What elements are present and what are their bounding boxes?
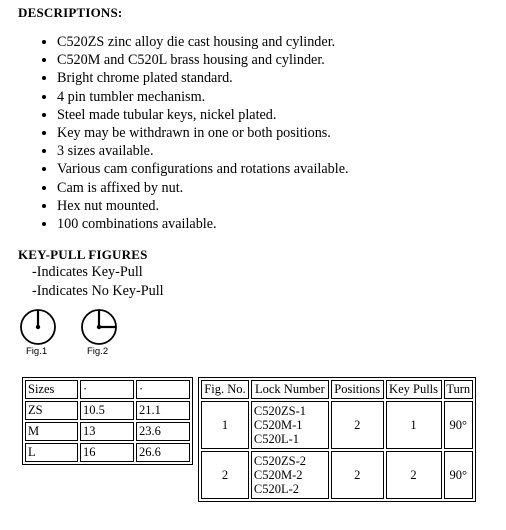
table-row (25, 401, 190, 420)
table-header-row (25, 380, 190, 399)
table-header-cell: · (136, 380, 190, 399)
fig2-label: Fig.2 (87, 346, 109, 357)
table-header-cell: Sizes (25, 380, 78, 399)
list-item: • Hex nut mounted. (57, 197, 349, 215)
keypull-fig2-icon (80, 308, 118, 346)
list-item: • Key may be withdrawn in one or both positions. (57, 124, 349, 142)
table-header-cell: · (80, 380, 134, 399)
table-cell: 23.6 (136, 422, 190, 441)
table-header-cell: Turn (444, 380, 473, 399)
no-keypull-line: -Indicates No Key-Pull (32, 283, 164, 299)
table-header-row (201, 380, 473, 399)
table-cell: 10.5 (80, 401, 134, 420)
keypull-line: -Indicates Key-Pull (32, 264, 143, 280)
table-header-cell: Positions (331, 380, 384, 399)
key-pulls-cell: 1 (386, 401, 442, 449)
fig1-label: Fig.1 (26, 346, 48, 357)
turn-cell: 90° (444, 451, 473, 499)
descriptions-list (40, 33, 349, 233)
lock-number-cell (251, 401, 329, 449)
table-cell: ZS (25, 401, 78, 420)
lock-number-cell (251, 451, 329, 499)
fig-no-cell: 2 (201, 451, 249, 499)
table-row (25, 422, 190, 441)
table-header-cell: Fig. No. (201, 380, 249, 399)
turn-cell: 90° (444, 401, 473, 449)
lock-number: C520L-2 (253, 482, 300, 496)
fig-no-cell: 1 (201, 401, 249, 449)
keypull-fig1-icon (19, 308, 57, 346)
lock-number: C520ZS-1 (253, 404, 306, 418)
lock-numbers-table (198, 377, 476, 502)
list-item: • Steel made tubular keys, nickel plated. (57, 106, 349, 124)
list-item: • Various cam configurations and rotations available. (57, 160, 349, 178)
table-row (201, 451, 473, 499)
list-item: • 3 sizes available. (57, 142, 349, 160)
key-pulls-cell: 2 (386, 451, 442, 499)
lock-number: C520M-1 (253, 418, 303, 432)
list-item: • Cam is affixed by nut. (57, 179, 349, 197)
descriptions-heading: DESCRIPTIONS: (18, 5, 123, 20)
keypull-heading: KEY-PULL FIGURES (18, 247, 148, 262)
list-item: • 4 pin tumbler mechanism. (57, 88, 349, 106)
sizes-table (22, 377, 193, 465)
table-cell: L (25, 443, 78, 462)
lock-number: C520ZS-2 (253, 454, 306, 468)
table-row (25, 443, 190, 462)
table-cell: 16 (80, 443, 134, 462)
list-item: • C520M and C520L brass housing and cylinder. (57, 51, 349, 69)
table-cell: M (25, 422, 78, 441)
list-item: • 100 combinations available. (57, 215, 349, 233)
list-item: • Bright chrome plated standard. (57, 69, 349, 87)
table-header-cell: Lock Number (251, 380, 329, 399)
lock-number: C520L-1 (253, 432, 300, 446)
table-cell: 26.6 (136, 443, 190, 462)
lock-number: C520M-2 (253, 468, 303, 482)
table-header-cell: Key Pulls (386, 380, 442, 399)
list-item: • C520ZS zinc alloy die cast housing and cylinder. (57, 33, 349, 51)
positions-cell: 2 (331, 451, 384, 499)
positions-cell: 2 (331, 401, 384, 449)
table-row (201, 401, 473, 449)
table-cell: 13 (80, 422, 134, 441)
table-cell: 21.1 (136, 401, 190, 420)
